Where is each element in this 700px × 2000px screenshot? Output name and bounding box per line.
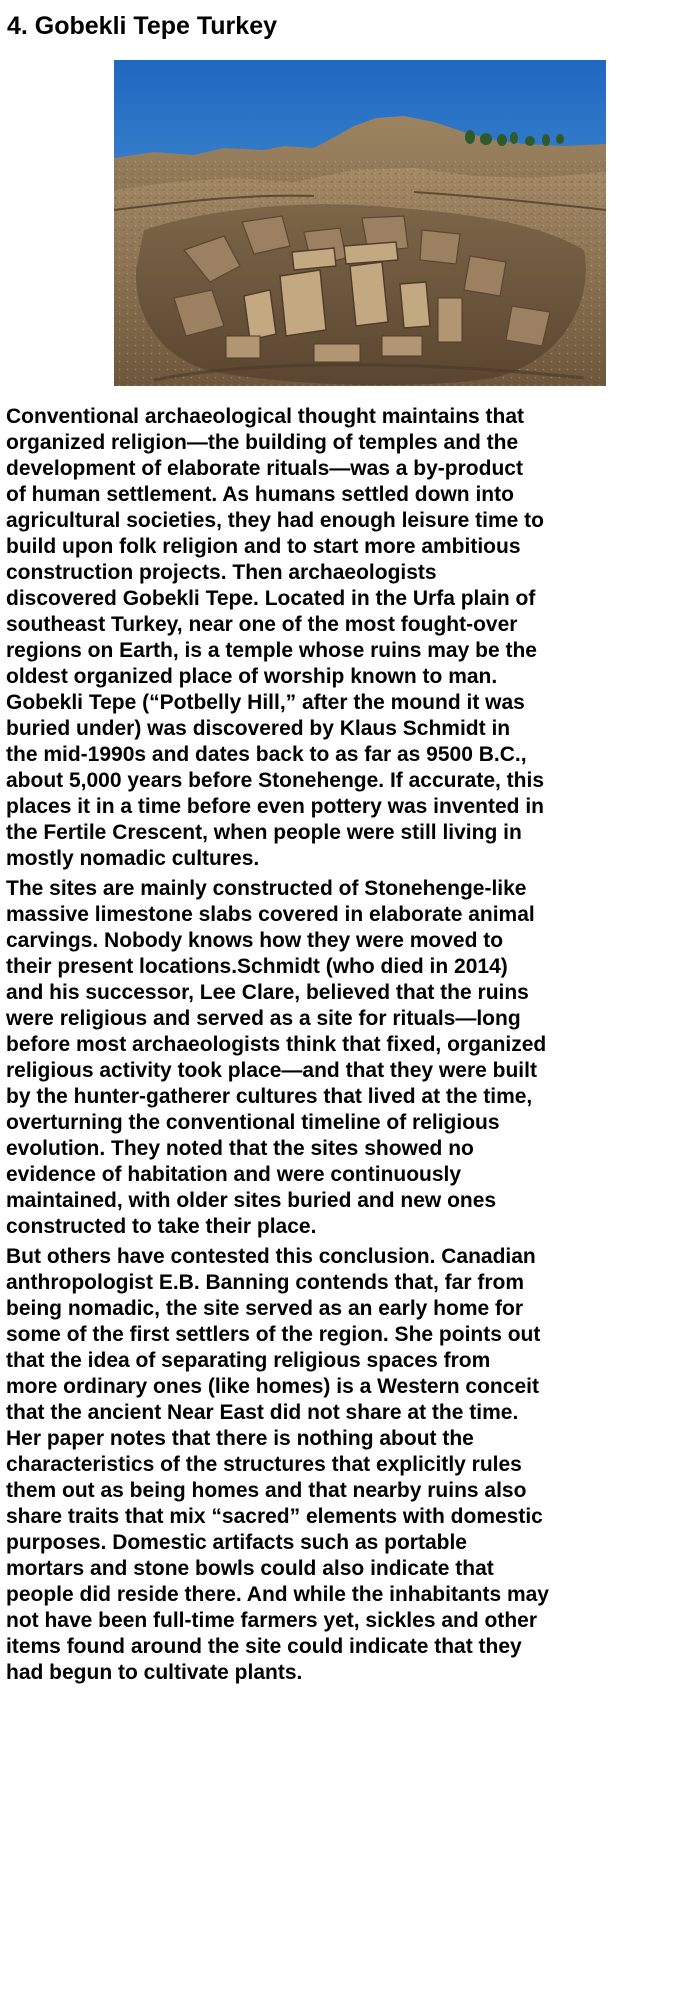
gobekli-tepe-photo-illustration xyxy=(114,60,606,386)
paragraph-1: Conventional archaeological thought maintains that organized religion—the building of temples and the development of elaborate rituals—was a by-product of human settlement. As humans settled down into agricultural societies, they had enough leisure time to build upon folk religion and to start more ambitious construction projects. Then archaeologists discovered Gobekli Tepe. Located in the Urfa plain of southeast Turkey, near one of the most fought-over regions on Earth, is a temple whose ruins may be the oldest organized place of worship known to man. Gobekli Tepe (“Potbelly Hill,” after the mound it was buried under) was discovered by Klaus Schmidt in the mid-1990s and dates back to as far as 9500 B.C., about 5,000 years before Stonehenge. If accurate, this places it in a time before even pottery was invented in the Fertile Crescent, when people were still living in mostly nomadic cultures. xyxy=(6,405,545,870)
paragraph-3: But others have contested this conclusion. Canadian anthropologist E.B. Banning contends that, far from being nomadic, the site served as an early home for some of the first settlers of the region. She points out that the idea of separating religious spaces from more ordinary ones (like homes) is a Western conceit that the ancient Near East did not share at the time. Her paper notes that there is nothing about the characteristics of the structures that explicitly rules them out as being homes and that nearby ruins also share traits that mix “sacred” elements with domestic purposes. Domestic artifacts such as portable mortars and stone bowls could also indicate that people did reside there. And while the inhabitants may not have been full-time farmers yet, sickles and other items found around the site could indicate that they had begun to cultivate plants. xyxy=(6,1245,549,1684)
article-heading: 4. Gobekli Tepe Turkey xyxy=(7,12,277,40)
gobekli-tepe-photo xyxy=(114,60,606,386)
paragraph-2: The sites are mainly constructed of Stonehenge-like massive limestone slabs covered in elaborate animal carvings. Nobody knows how they were moved to their present locations.Schmidt (who died in 2014) and his successor, Lee Clare, believed that the ruins were religious and served as a site for rituals—long before most archaeologists think that fixed, organized religious activity took place—and that they were built by the hunter-gatherer cultures that lived at the time, overturning the conventional timeline of religious evolution. They noted that the sites showed no evidence of habitation and were continuously maintained, with older sites buried and new ones constructed to take their place. xyxy=(6,877,547,1238)
article-body xyxy=(6,404,696,1686)
